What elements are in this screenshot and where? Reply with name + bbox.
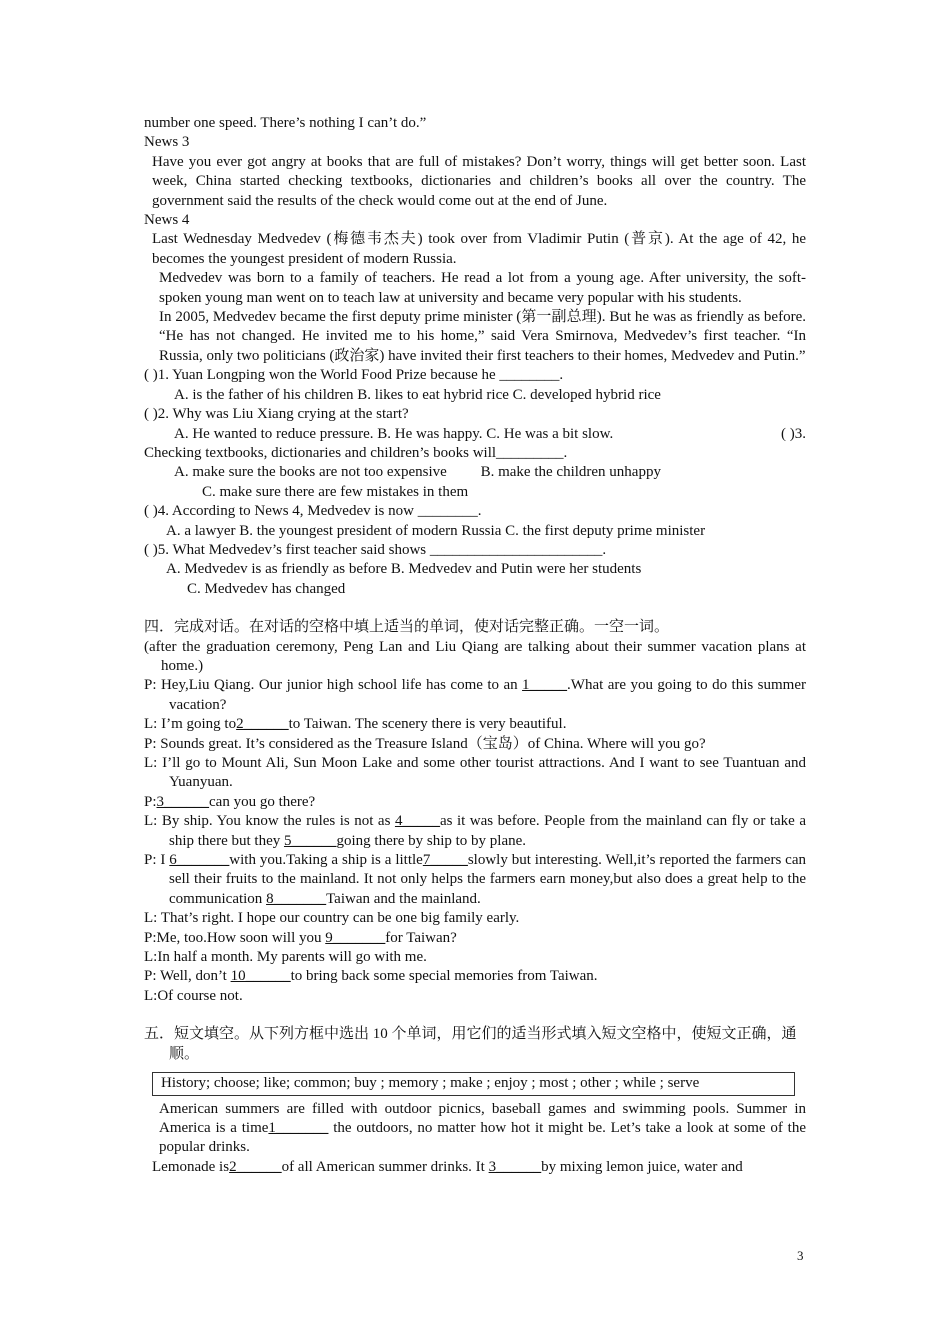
question-5: ( )5. What Medvedev’s first teacher said shows _______________________. — [144, 541, 607, 558]
dialogue-text: P: Hey,Liu Qiang. Our junior high school life has come to an — [144, 677, 523, 694]
news3-heading: News 3 — [144, 134, 190, 151]
dialogue-text: P:Me, too.How soon will you — [144, 929, 326, 946]
blank-6: 6_______ — [169, 852, 230, 869]
blank-4: 4_____ — [394, 813, 440, 830]
dialogue-line-10: L:In half a month. My parents will go with me. — [144, 949, 427, 966]
dialogue-text: L: By ship. You know the rules is not as — [144, 813, 395, 830]
news4-paragraph-3: In 2005, Medvedev became the first deputy prime minister (第一副总理). But he was as friendly as before. “He has not changed. He invited me to his home,” said Vera Smirnova, Medvedev’s first teacher. “In Russia, only two politicians (政治家) have invited their first teachers to their homes, Medvedev and Putin.” — [159, 309, 806, 364]
dialogue-text: .What are you going to do this summer vacation? — [169, 677, 806, 713]
dialogue-text: going there by ship to by plane. — [336, 832, 527, 849]
passage-text: by mixing lemon juice, water and — [541, 1158, 743, 1175]
dialogue-line-7 — [144, 851, 806, 909]
section4-intro: (after the graduation ceremony, Peng Lan and Liu Qiang are talking about their summer vacation plans at home.) — [144, 638, 806, 674]
blank-8: 8_______ — [266, 890, 327, 907]
section4-title: 四．完成对话。在对话的空格中填上适当的单词，使对话完整正确。一空一词。 — [144, 619, 670, 636]
question-5-options-a: A. Medvedev is as friendly as before B. Medvedev and Putin were her students — [166, 561, 642, 578]
blank-10: 10______ — [230, 968, 291, 985]
dialogue-text: P: Well, don’t — [144, 968, 231, 985]
dialogue-line-12: L:Of course not. — [144, 987, 243, 1004]
dialogue-line-5 — [144, 793, 806, 812]
dialogue-text: with you.Taking a ship is a little — [229, 852, 423, 869]
dialogue-text: as it was before. People from the mainland can fly or take a ship there but they — [169, 813, 806, 849]
dialogue-line-11 — [144, 967, 806, 986]
question-3-options-b: C. make sure there are few mistakes in them — [202, 483, 469, 500]
question-1: ( )1. Yuan Longping won the World Food Prize because he ________. — [144, 367, 564, 384]
blank-2: 2______ — [236, 716, 289, 733]
dialogue-line-3: P: Sounds great. It’s considered as the Treasure Island（宝岛）of China. Where will you go? — [144, 735, 706, 752]
passage-blank-1: 1_______ — [268, 1119, 329, 1136]
question-4-options: A. a lawyer B. the youngest president of modern Russia C. the first deputy prime minister — [166, 522, 706, 539]
passage-blank-2: 2______ — [229, 1158, 282, 1175]
question-2-options — [144, 425, 806, 444]
blank-7: 7_____ — [422, 852, 468, 869]
dialogue-text: to bring back some special memories from Taiwan. — [290, 968, 598, 985]
passage-text: the outdoors, no matter how hot it might be. Let’s take a look at some of the popular drinks. — [159, 1119, 806, 1156]
question-2: ( )2. Why was Liu Xiang crying at the start? — [144, 406, 409, 423]
dialogue-line-9 — [144, 929, 806, 948]
section5-paragraph-2 — [144, 1158, 806, 1177]
blank-5: 5______ — [283, 832, 337, 849]
blank-1: 1_____ — [522, 677, 568, 694]
question-1-options: A. is the father of his children B. likes to eat hybrid rice C. developed hybrid rice — [174, 386, 661, 403]
dialogue-line-6 — [144, 812, 806, 851]
continuation-line: number one speed. There’s nothing I can’t do.” — [144, 115, 427, 131]
dialogue-text: to Taiwan. The scenery there is very beautiful. — [288, 716, 567, 733]
question-3: Checking textbooks, dictionaries and children’s books will_________. — [144, 444, 568, 461]
dialogue-line-4: L: I’ll go to Mount Ali, Sun Moon Lake and some other tourist attractions. And I want to see Tuantuan and Yuanyuan. — [144, 755, 806, 791]
dialogue-text: P: — [144, 793, 157, 810]
word-box: History; choose; like; common; buy ; memory ; make ; enjoy ; most ; other ; while ; serve — [152, 1072, 795, 1095]
section5-paragraph-1 — [144, 1100, 806, 1158]
passage-text: Lemonade is — [152, 1158, 230, 1175]
page-number: 3 — [797, 1248, 804, 1263]
question-3-start: ( )3. — [781, 425, 806, 442]
blank-9: 9_______ — [325, 929, 386, 946]
document-page — [144, 114, 806, 1177]
passage-blank-3: 3______ — [488, 1158, 542, 1175]
dialogue-text: L: I’m going to — [144, 716, 237, 733]
passage-text: American summers are filled with outdoor picnics, baseball games and swimming pools. Summer in America is a time — [159, 1100, 806, 1136]
dialogue-text: Taiwan and the mainland. — [326, 890, 481, 907]
question-5-options-b: C. Medvedev has changed — [187, 580, 346, 597]
news4-paragraph-1: Last Wednesday Medvedev (梅德韦杰夫) took over from Vladimir Putin (普京). At the age of 42, he becomes the youngest president of modern Russia. — [152, 231, 806, 267]
dialogue-line-2 — [144, 715, 806, 734]
passage-text: of all American summer drinks. It — [281, 1158, 489, 1175]
blank-3: 3______ — [156, 793, 210, 810]
dialogue-text: slowly but interesting. Well,it’s reported the farmers can sell their fruits to the mainland. It not only helps the farmers earn money,but also does a great help to the communication — [169, 852, 806, 907]
dialogue-text: for Taiwan? — [385, 929, 457, 946]
dialogue-line-8: L: That’s right. I hope our country can be one big family early. — [144, 910, 520, 927]
dialogue-text: can you go there? — [209, 793, 316, 810]
news4-paragraph-2: Medvedev was born to a family of teachers. He read a lot from a young age. After university, the soft-spoken young man went on to teach law at university and became very popular with his students. — [159, 270, 806, 306]
question-2-options-text: A. He wanted to reduce pressure. B. He was happy. C. He was a bit slow. — [174, 425, 614, 442]
dialogue-line-1 — [144, 676, 806, 715]
dialogue-text: P: I — [144, 852, 170, 869]
question-3-options-a: A. make sure the books are not too expensive B. make the children unhappy — [174, 464, 661, 481]
news4-heading: News 4 — [144, 212, 190, 229]
section5-title: 五．短文填空。从下列方框中选出 10 个单词，用它们的适当形式填入短文空格中，使短文正确，通顺。 — [144, 1026, 797, 1062]
question-4: ( )4. According to News 4, Medvedev is now ________. — [144, 503, 482, 520]
news3-text: Have you ever got angry at books that are full of mistakes? Don’t worry, things will get better soon. Last week, China started checking textbooks, dictionaries and children’s books all over the country. The government said the results of the check would come out at the end of June. — [152, 153, 806, 209]
